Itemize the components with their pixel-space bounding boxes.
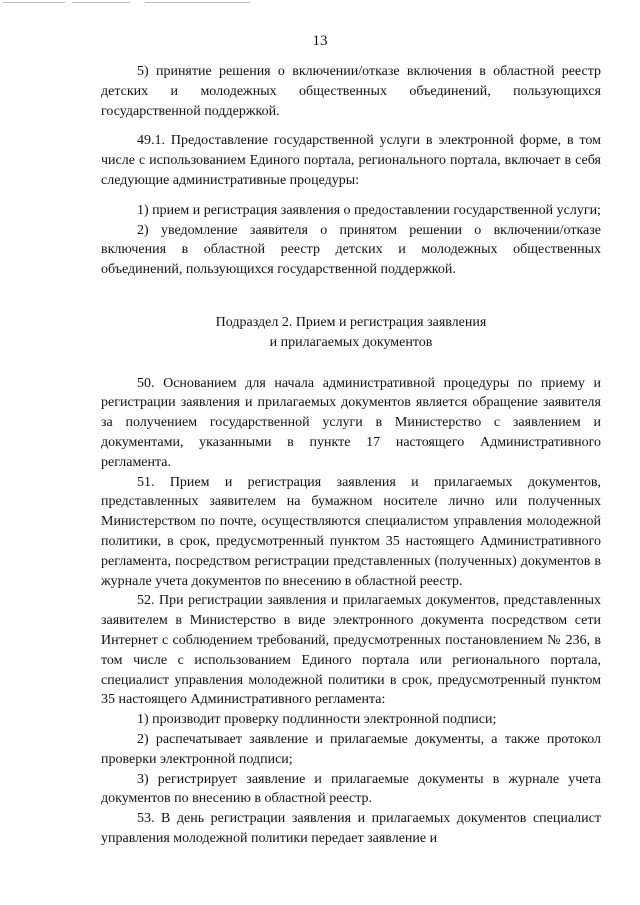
paragraph: 3) регистрирует заявление и прилагаемые документы в журнале учета документов по внесению в областной реестр. (101, 771, 601, 807)
subsection-heading-line: и прилагаемых документов (269, 334, 433, 350)
subsection-heading (101, 313, 601, 353)
paragraph: 50. Основанием для начала административной процедуры по приему и регистрации заявления и прилагаемых документов является обращение заявителя за получением государственной услуги в Министерство с заявлением и документами, указанными в пункте 17 настоящего Административного регламента. (101, 375, 601, 470)
paragraph: 2) распечатывает заявление и прилагаемые документы, а также протокол проверки электронной подписи; (101, 731, 601, 767)
paragraph: 1) производит проверку подлинности электронной подписи; (137, 712, 497, 728)
paragraph: 5) принятие решения о включении/отказе включения в областной реестр детских и молодежных общественных объединений, пользующихся государственной поддержкой. (101, 64, 601, 119)
subsection-heading-line: Подраздел 2. Прием и регистрация заявления (215, 314, 487, 330)
paragraph: 2) уведомление заявителя о принятом решении о включении/отказе включения в областной реестр детских и молодежных общественных объединений, пользующихся государственной поддержкой. (101, 222, 601, 278)
scan-artifact-line (145, 2, 250, 3)
scan-artifact-line (72, 2, 130, 3)
page-number: 13 (312, 33, 328, 49)
paragraph: 53. В день регистрации заявления и прилагаемых документов специалист управления молодежной политики передает заявление и (101, 811, 601, 846)
paragraph: 1) прием и регистрация заявления о предоставлении государственной услуги; (137, 202, 601, 218)
paragraph: 52. При регистрации заявления и прилагаемых документов, представленных заявителем в Министерство в виде электронного документа посредством сети Интернет с соблюдением требований, предусмотренных постановлением № 236, в том числе с использованием Единого портала или регионального портала, специалист управления молодежной политики в срок, предусмотренный пунктом 35 настоящего Административного регламента: (101, 593, 601, 708)
paragraph: 51. Прием и регистрация заявления и прилагаемых документов, представленных заявителем на бумажном носителе лично или полученных Министерством по почте, осуществляются специалистом управления молодежной политики, в срок, предусмотренный пунктом 35 настоящего Административного регламента, посредством регистрации представленных (полученных) документов в журнале учета документов по внесению в областной реестр. (101, 474, 601, 589)
scan-artifact-line (3, 2, 65, 3)
document-body (101, 62, 601, 849)
paragraph: 49.1. Предоставление государственной услуги в электронной форме, в том числе с использованием Единого портала, регионального портала, включает в себя следующие административные процедуры: (101, 133, 601, 188)
